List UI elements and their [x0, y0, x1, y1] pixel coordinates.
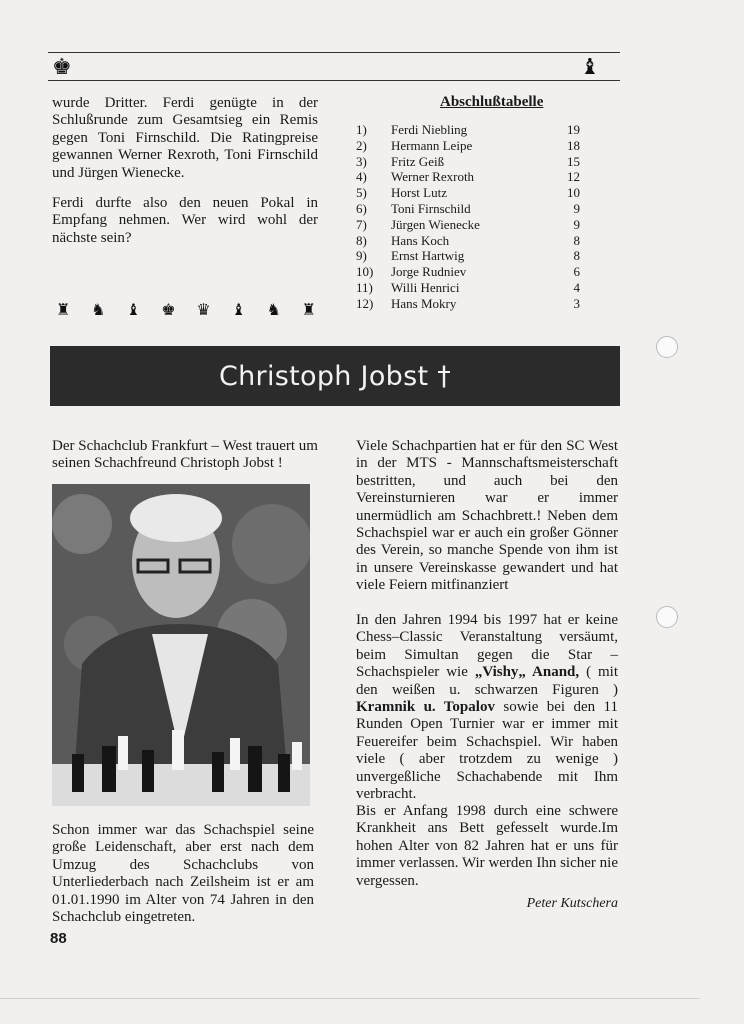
standings-row [356, 201, 580, 217]
standings-row [356, 280, 580, 296]
standings-name: Ernst Hartwig [391, 248, 465, 264]
knight-icon: ♞ [266, 302, 281, 319]
standings-row [356, 217, 580, 233]
standings-points: 10 [567, 185, 580, 201]
standings-points: 18 [567, 137, 580, 153]
standings-row [356, 154, 580, 170]
standings-rank: 8) [356, 232, 367, 248]
standings-points: 15 [567, 153, 580, 169]
standings-row [356, 122, 580, 138]
standings-name: Toni Firnschild [391, 200, 471, 216]
standings-name: Hans Koch [391, 232, 450, 248]
standings-rank: 3) [356, 153, 367, 169]
page-edge-line [0, 998, 700, 999]
standings-points: 19 [567, 122, 580, 137]
king-icon: ♚ [161, 302, 176, 319]
standings-rank: 4) [356, 169, 367, 185]
standings-row [356, 264, 580, 280]
standings-name: Jürgen Wienecke [391, 216, 480, 232]
binder-hole-top [656, 336, 678, 358]
standings-name: Hans Mokry [391, 295, 457, 311]
obituary-intro: Der Schachclub Frankfurt – West trauert um seinen Schachfreund Christoph Jobst ! [52, 438, 318, 472]
knight-icon: ♞ [91, 302, 106, 319]
rook-icon: ♜ [301, 302, 316, 319]
portrait-photo [52, 484, 310, 806]
standings-points: 3 [573, 295, 580, 311]
tournament-report-text: wurde Dritter. Ferdi genügte in der Schlußrunde zum Gesamtsieg ein Remis gegen Toni Firnschild. Die Ratingpreise gewannen Werner Rexroth, Toni Firnschild und Jürgen Wienecke. [52, 95, 318, 181]
author-signature: Peter Kutschera [526, 896, 618, 911]
standings-row [356, 169, 580, 185]
standings-points: 6 [573, 264, 580, 280]
standings-rank: 2) [356, 137, 367, 153]
bishop-icon: ♝ [231, 302, 246, 319]
standings-name: Hermann Leipe [391, 137, 473, 153]
standings-rank: 12) [356, 295, 374, 311]
obituary-right-p1: Viele Schachpartien hat er für den SC West in der MTS - Mannschaftsmeisterschaft bestritten, und auch bei den Vereinsturnieren war er immer unermüdlich am Schachbrett.! Neben dem Schachspiel war er auch ein großer Gönner des Verein, so manche Spende von ihm ist in unsere Vereinskasse gewandert und hat viele Feiern mitfinanziert [356, 438, 618, 594]
standings-title: Abschlußtabelle [440, 94, 544, 110]
bishop-icon: ♝ [580, 54, 600, 79]
obituary-right-p3: Bis er Anfang 1998 durch eine schwere Krankheit ans Bett gefesselt wurde.Im hohen Alter von 82 Jahren hat er uns für immer verlassen. Wir werden Ihn sicher nie vergessen. [356, 803, 618, 889]
chess-player-photo-icon [52, 484, 310, 806]
standings-rank: 10) [356, 264, 374, 280]
king-icon: ♚ [52, 54, 72, 79]
p2-kramnik-topalov: Kramnik u. Topalov [356, 699, 495, 716]
standings-rank: 7) [356, 216, 367, 232]
queen-icon: ♛ [196, 302, 211, 319]
header-rule-top [48, 52, 620, 53]
standings-rank: 1) [356, 122, 367, 137]
standings-name: Ferdi Niebling [391, 122, 468, 137]
standings-row [356, 138, 580, 154]
standings-points: 12 [567, 169, 580, 185]
standings-rank: 5) [356, 185, 367, 201]
obituary-left-text: Schon immer war das Schachspiel seine große Leidenschaft, aber erst nach dem Umzug des Schachclubs von Unterliederbach nach Zeilsheim ist er am 01.01.1990 im Alter von 74 Jahren in den Schachclub eingetreten. [52, 822, 314, 926]
standings-name: Fritz Geiß [391, 153, 445, 169]
standings-points: 8 [573, 232, 580, 248]
p2-text-a: In den Jahren 1994 bis 1997 hat er keine Chess–Classic Veranstaltung versäumt, beim Simultan gegen die Star –Schachspieler wie [356, 612, 618, 681]
binder-hole-bottom [656, 606, 678, 628]
standings-name: Jorge Rudniev [391, 264, 467, 280]
standings-rank: 11) [356, 279, 373, 295]
standings-table [356, 122, 580, 312]
standings-points: 9 [573, 200, 580, 216]
standings-name: Willi Henrici [391, 279, 460, 295]
p2-text-c: ( mit den weißen u. schwarzen Figuren ) [356, 664, 619, 698]
p2-text-e: sowie bei den 11 Runden Open Turnier war er immer mit Feuereifer beim Schachspiel. Wir haben viele ( aber trotzdem zu wenige ) unvergeßliche Schachabende mit Ihm verbracht. [356, 699, 618, 803]
standings-row [356, 185, 580, 201]
header-rule-bottom [48, 80, 620, 81]
pokal-text: Ferdi durfte also den neuen Pokal in Empfang nehmen. Wer wird wohl der nächste sein? [52, 195, 318, 246]
standings-row [356, 296, 580, 312]
rook-icon: ♜ [56, 302, 71, 319]
p2-vishy-anand: „Vishy„ Anand, [474, 664, 580, 681]
standings-points: 9 [573, 216, 580, 232]
bishop-icon: ♝ [126, 302, 141, 319]
chess-pieces-ornament [56, 300, 316, 320]
obituary-banner [50, 346, 620, 406]
obituary-right-p2 [356, 612, 618, 803]
standings-points: 4 [573, 279, 580, 295]
standings-rank: 6) [356, 200, 367, 216]
standings-row [356, 233, 580, 249]
standings-points: 8 [573, 248, 580, 264]
standings-name: Werner Rexroth [391, 169, 475, 185]
banner-title: Christoph Jobst † [218, 360, 452, 392]
page-number: 88 [50, 930, 67, 947]
standings-rank: 9) [356, 248, 367, 264]
standings-name: Horst Lutz [391, 185, 447, 201]
standings-row [356, 248, 580, 264]
